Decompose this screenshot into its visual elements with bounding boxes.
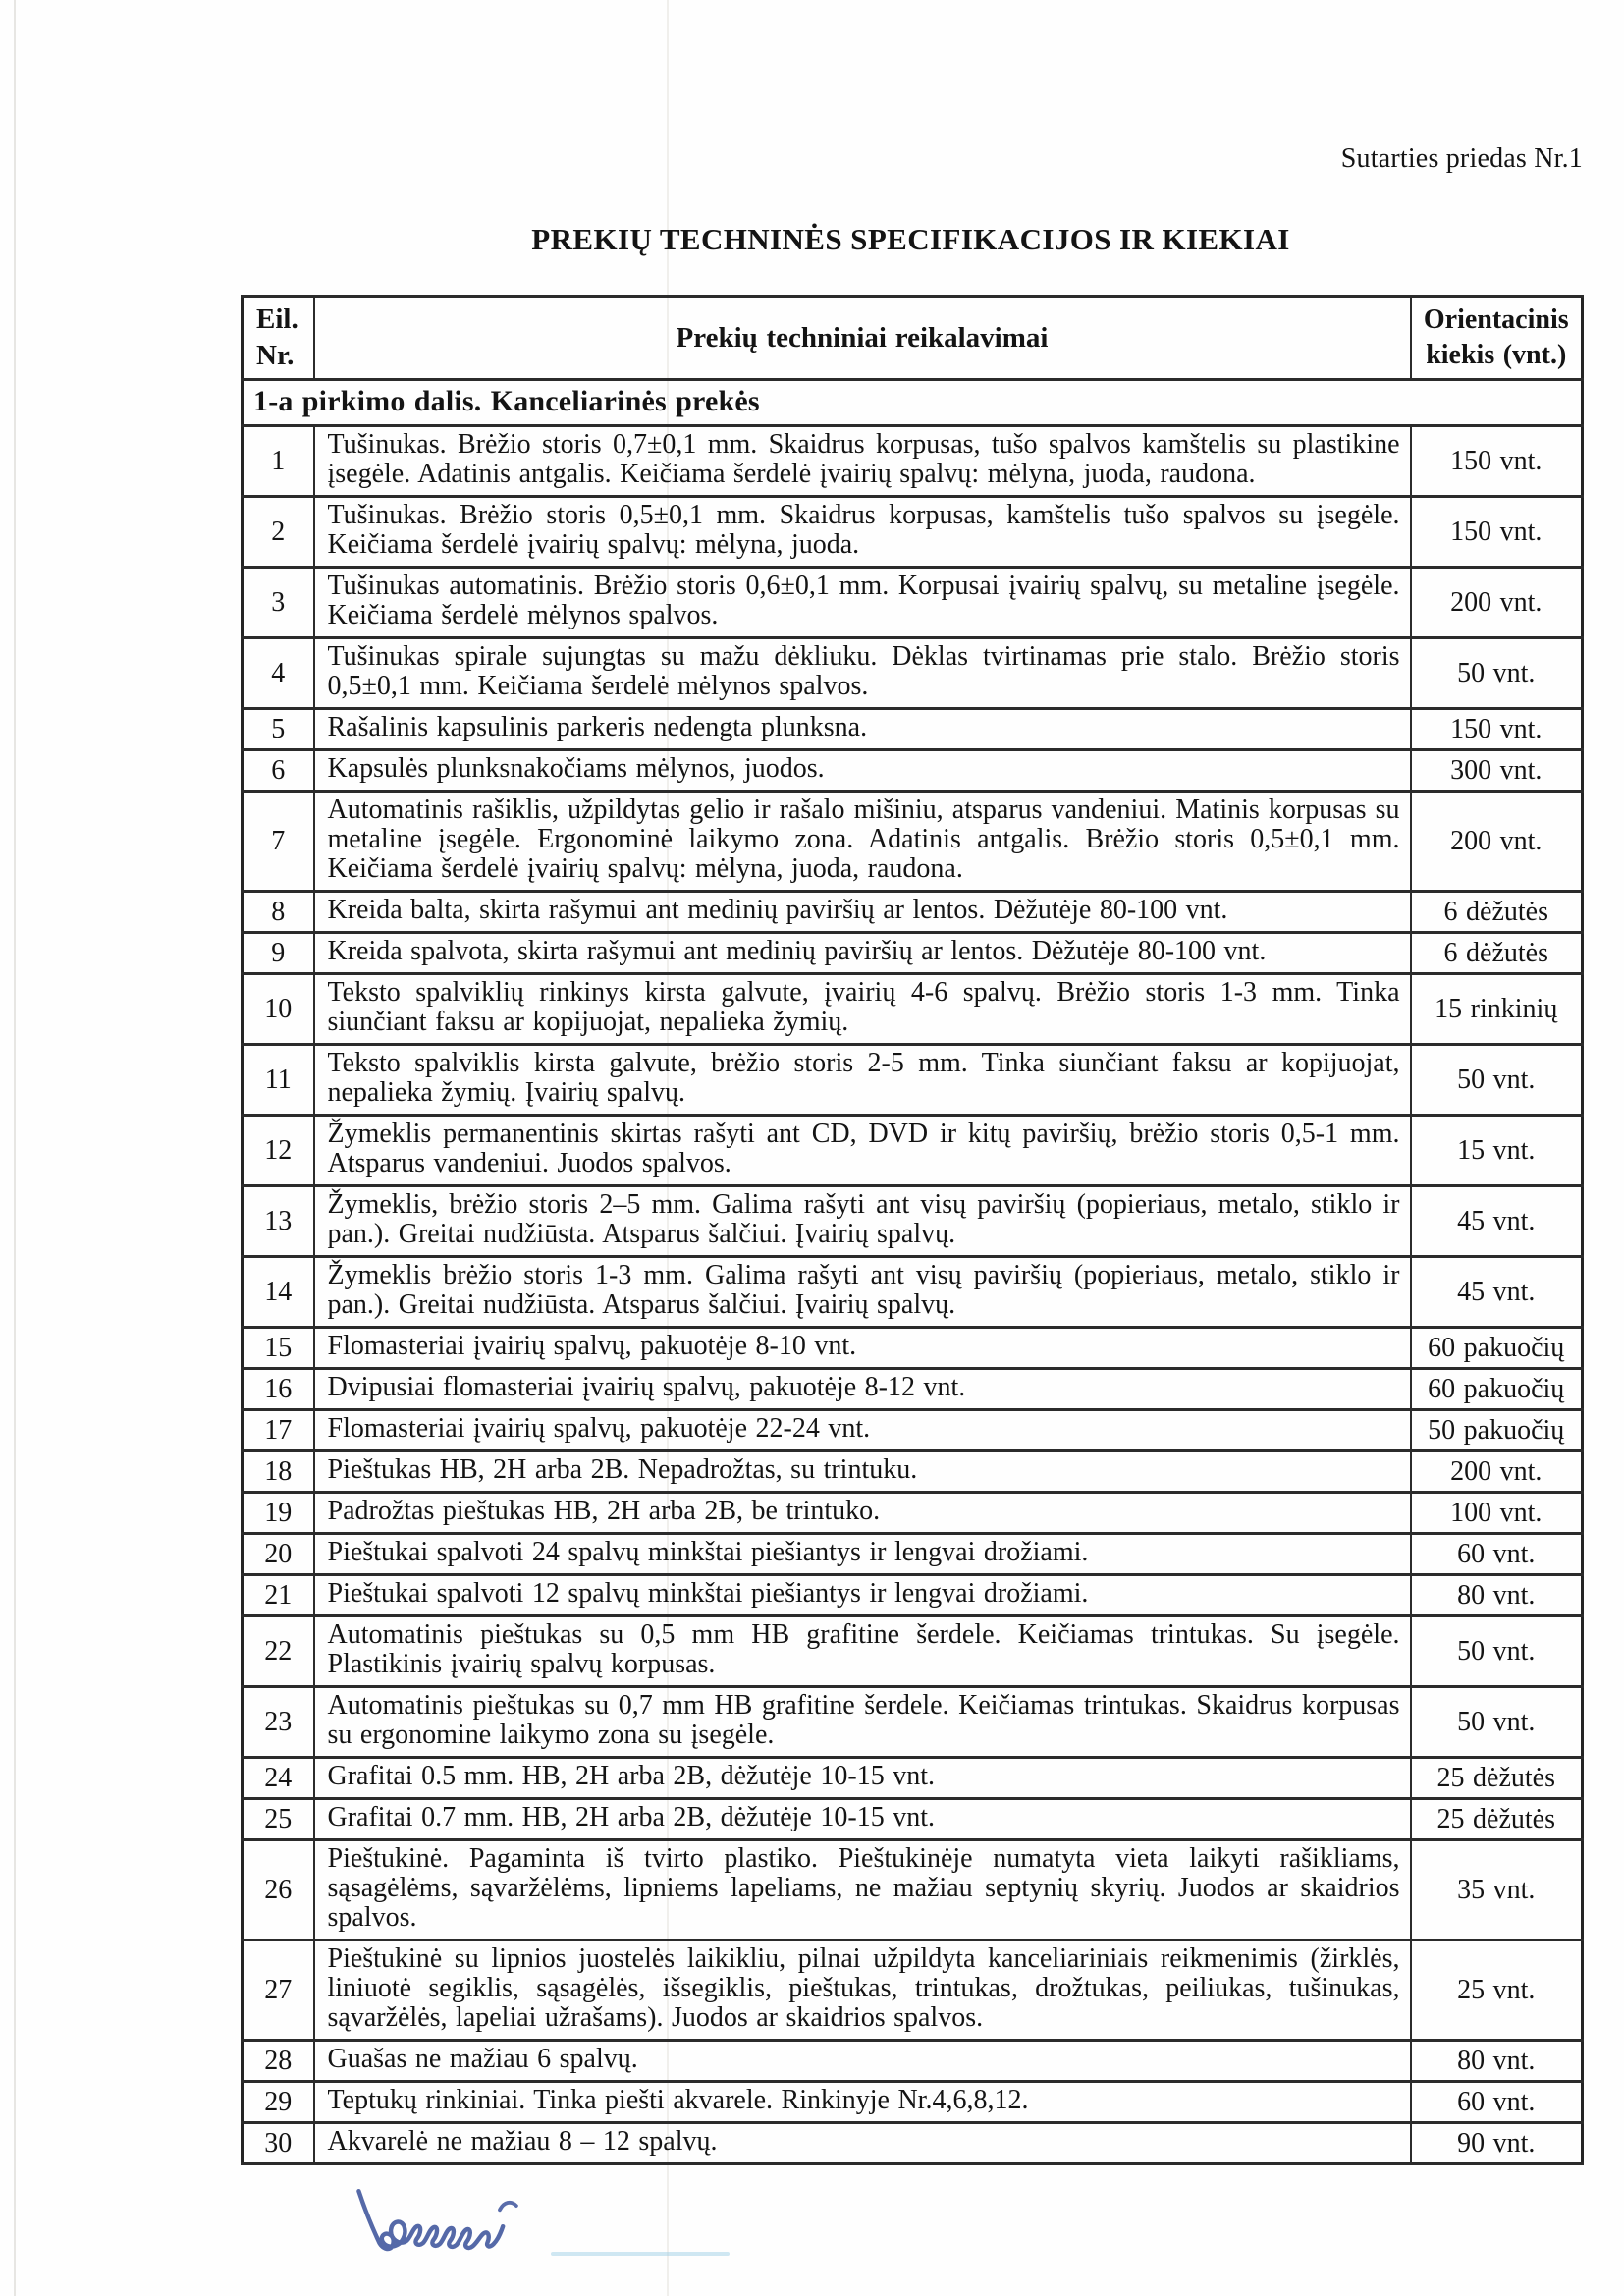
table-row bbox=[243, 1186, 1583, 1257]
row-spec-text: Rašalinis kapsulinis parkeris nedengta plunksna. bbox=[314, 709, 1411, 750]
row-number: 29 bbox=[243, 2082, 314, 2123]
row-spec-text: Tušinukas spirale sujungtas su mažu dėkliuku. Dėklas tvirtinamas prie stalo. Brėžio storis 0,5±0,1 mm. Keičiama šerdelė mėlynos spalvos. bbox=[314, 638, 1411, 709]
row-number: 5 bbox=[243, 709, 314, 750]
row-quantity: 80 vnt. bbox=[1411, 1575, 1583, 1616]
table-row bbox=[243, 933, 1583, 974]
row-number: 23 bbox=[243, 1687, 314, 1758]
table-row bbox=[243, 1493, 1583, 1534]
signature-block bbox=[351, 2179, 1581, 2262]
row-quantity: 25 vnt. bbox=[1411, 1941, 1583, 2041]
row-quantity: 45 vnt. bbox=[1411, 1186, 1583, 1257]
row-spec-text: Kreida balta, skirta rašymui ant medinių paviršių ar lentos. Dėžutėje 80-100 vnt. bbox=[314, 892, 1411, 933]
annex-label: Sutarties priedas Nr.1 bbox=[1340, 143, 1583, 174]
row-spec-text: Kreida spalvota, skirta rašymui ant medinių paviršių ar lentos. Dėžutėje 80-100 vnt. bbox=[314, 933, 1411, 974]
row-spec-text: Teptukų rinkiniai. Tinka piešti akvarele. Rinkinyje Nr.4,6,8,12. bbox=[314, 2082, 1411, 2123]
signature-underline-artifact bbox=[551, 2252, 730, 2256]
row-quantity: 50 vnt. bbox=[1411, 1045, 1583, 1116]
row-number: 30 bbox=[243, 2123, 314, 2164]
table-row bbox=[243, 750, 1583, 792]
row-quantity: 25 dėžutės bbox=[1411, 1799, 1583, 1840]
table-row bbox=[243, 426, 1583, 497]
row-spec-text: Teksto spalviklis kirsta galvute, brėžio storis 2-5 mm. Tinka siunčiant faksu ar kopijuojat, nepalieka žymių. Įvairių spalvų. bbox=[314, 1045, 1411, 1116]
row-quantity: 150 vnt. bbox=[1411, 709, 1583, 750]
table-row bbox=[243, 1687, 1583, 1758]
row-number: 24 bbox=[243, 1758, 314, 1799]
row-spec-text: Flomasteriai įvairių spalvų, pakuotėje 22-24 vnt. bbox=[314, 1410, 1411, 1451]
header-spec: Prekių techniniai reikalavimai bbox=[314, 297, 1411, 380]
row-spec-text: Teksto spalviklių rinkinys kirsta galvute, įvairių 4-6 spalvų. Brėžio storis 1-3 mm. Tinka siunčiant faksu ar kopijuojat, nepalieka žymių. bbox=[314, 974, 1411, 1045]
table-row bbox=[243, 792, 1583, 892]
row-spec-text: Žymeklis brėžio storis 1-3 mm. Galima rašyti ant visų paviršių (popieriaus, metalo, stiklo ir pan.). Greitai nudžiūsta. Atsparus šalčiui. Įvairių spalvų. bbox=[314, 1257, 1411, 1328]
table-row bbox=[243, 892, 1583, 933]
table-row bbox=[243, 1410, 1583, 1451]
table-row bbox=[243, 1045, 1583, 1116]
row-quantity: 300 vnt. bbox=[1411, 750, 1583, 792]
section-title: 1-a pirkimo dalis. Kanceliarinės prekės bbox=[243, 380, 1583, 426]
table-header bbox=[243, 297, 1583, 426]
row-number: 3 bbox=[243, 568, 314, 638]
table-row bbox=[243, 1534, 1583, 1575]
header-nr-line1: Eil. bbox=[256, 303, 298, 335]
row-spec-text: Tušinukas. Brėžio storis 0,7±0,1 mm. Skaidrus korpusas, tušo spalvos kamštelis su plastikine įsegėle. Adatinis antgalis. Keičiama šerdelė įvairių spalvų: mėlyna, juoda, raudona. bbox=[314, 426, 1411, 497]
row-spec-text: Pieštukai spalvoti 12 spalvų minkštai piešiantys ir lengvai drožiami. bbox=[314, 1575, 1411, 1616]
table-row bbox=[243, 2082, 1583, 2123]
row-quantity: 25 dėžutės bbox=[1411, 1758, 1583, 1799]
table-row bbox=[243, 1328, 1583, 1369]
row-quantity: 200 vnt. bbox=[1411, 792, 1583, 892]
table-header-row bbox=[243, 297, 1583, 380]
row-number: 18 bbox=[243, 1451, 314, 1493]
row-number: 6 bbox=[243, 750, 314, 792]
document-title: PREKIŲ TECHNINĖS SPECIFIKACIJOS IR KIEKIAI bbox=[531, 222, 1290, 256]
row-quantity: 35 vnt. bbox=[1411, 1840, 1583, 1941]
table-row bbox=[243, 709, 1583, 750]
row-quantity: 50 pakuočių bbox=[1411, 1410, 1583, 1451]
table-row bbox=[243, 1369, 1583, 1410]
row-number: 20 bbox=[243, 1534, 314, 1575]
row-quantity: 60 vnt. bbox=[1411, 2082, 1583, 2123]
section-row bbox=[243, 380, 1583, 426]
document-content bbox=[241, 295, 1581, 2262]
row-spec-text: Flomasteriai įvairių spalvų, pakuotėje 8-10 vnt. bbox=[314, 1328, 1411, 1369]
row-number: 1 bbox=[243, 426, 314, 497]
row-quantity: 50 vnt. bbox=[1411, 638, 1583, 709]
row-number: 11 bbox=[243, 1045, 314, 1116]
row-number: 25 bbox=[243, 1799, 314, 1840]
row-quantity: 50 vnt. bbox=[1411, 1616, 1583, 1687]
row-quantity: 6 dėžutės bbox=[1411, 933, 1583, 974]
row-spec-text: Automatinis pieštukas su 0,5 mm HB grafitine šerdele. Keičiamas trintukas. Su įsegėle. Plastikinis įvairių spalvų korpusas. bbox=[314, 1616, 1411, 1687]
row-number: 27 bbox=[243, 1941, 314, 2041]
row-spec-text: Automatinis pieštukas su 0,7 mm HB grafitine šerdele. Keičiamas trintukas. Skaidrus korpusas su ergonomine laikymo zona su įsegėle. bbox=[314, 1687, 1411, 1758]
row-number: 21 bbox=[243, 1575, 314, 1616]
row-spec-text: Pieštukinė su lipnios juostelės laikikliu, pilnai užpildyta kanceliariniais reikmenimis (žirklės, liniuotė segiklis, sąsagėlės, išsegiklis, pieštukas, trintukas, drožtukas, peiliukas, tušinukas, sąvaržėlės, lapeliai užrašams). Juodos ar skaidrios spalvos. bbox=[314, 1941, 1411, 2041]
row-quantity: 80 vnt. bbox=[1411, 2041, 1583, 2082]
row-number: 9 bbox=[243, 933, 314, 974]
row-quantity: 150 vnt. bbox=[1411, 426, 1583, 497]
signature-scribble bbox=[351, 2185, 537, 2262]
row-number: 12 bbox=[243, 1116, 314, 1186]
row-spec-text: Tušinukas. Brėžio storis 0,5±0,1 mm. Skaidrus korpusas, kamštelis tušo spalvos su įsegėle. Keičiama šerdelė įvairių spalvų: mėlyna, juoda. bbox=[314, 497, 1411, 568]
spec-table-body bbox=[243, 426, 1583, 2164]
table-row bbox=[243, 1799, 1583, 1840]
row-spec-text: Žymeklis permanentinis skirtas rašyti ant CD, DVD ir kitų paviršių, brėžio storis 0,5-1 mm. Atsparus vandeniui. Juodos spalvos. bbox=[314, 1116, 1411, 1186]
row-quantity: 45 vnt. bbox=[1411, 1257, 1583, 1328]
row-number: 10 bbox=[243, 974, 314, 1045]
header-qty-line1: Orientacinis bbox=[1423, 304, 1569, 335]
row-number: 15 bbox=[243, 1328, 314, 1369]
row-spec-text: Guašas ne mažiau 6 spalvų. bbox=[314, 2041, 1411, 2082]
row-quantity: 15 vnt. bbox=[1411, 1116, 1583, 1186]
table-row bbox=[243, 1116, 1583, 1186]
row-number: 4 bbox=[243, 638, 314, 709]
specifications-table bbox=[241, 295, 1584, 2165]
table-row bbox=[243, 1257, 1583, 1328]
table-row bbox=[243, 1616, 1583, 1687]
table-row bbox=[243, 2123, 1583, 2164]
row-quantity: 60 vnt. bbox=[1411, 1534, 1583, 1575]
row-spec-text: Grafitai 0.5 mm. HB, 2H arba 2B, dėžutėje 10-15 vnt. bbox=[314, 1758, 1411, 1799]
table-row bbox=[243, 497, 1583, 568]
header-nr-line2: Nr. bbox=[256, 340, 295, 371]
row-number: 26 bbox=[243, 1840, 314, 1941]
table-row bbox=[243, 1941, 1583, 2041]
table-row bbox=[243, 2041, 1583, 2082]
table-row bbox=[243, 1758, 1583, 1799]
row-spec-text: Dvipusiai flomasteriai įvairių spalvų, pakuotėje 8-12 vnt. bbox=[314, 1369, 1411, 1410]
row-quantity: 100 vnt. bbox=[1411, 1493, 1583, 1534]
row-number: 13 bbox=[243, 1186, 314, 1257]
row-spec-text: Pieštukas HB, 2H arba 2B. Nepadrožtas, su trintuku. bbox=[314, 1451, 1411, 1493]
header-qty-line2: kiekis (vnt.) bbox=[1426, 340, 1567, 370]
row-spec-text: Automatinis rašiklis, užpildytas gelio ir rašalo mišiniu, atsparus vandeniui. Matinis korpusas su metaline įsegėle. Ergonominė laikymo zona. Adatinis antgalis. Brėžio storis 0,5±0,1 mm. Keičiama šerdelė įvairių spalvų: mėlyna, juoda, raudona. bbox=[314, 792, 1411, 892]
row-spec-text: Grafitai 0.7 mm. HB, 2H arba 2B, dėžutėje 10-15 vnt. bbox=[314, 1799, 1411, 1840]
table-row bbox=[243, 1840, 1583, 1941]
header-quantity bbox=[1411, 297, 1583, 380]
table-row bbox=[243, 1451, 1583, 1493]
row-quantity: 200 vnt. bbox=[1411, 568, 1583, 638]
row-quantity: 15 rinkinių bbox=[1411, 974, 1583, 1045]
row-spec-text: Akvarelė ne mažiau 8 – 12 spalvų. bbox=[314, 2123, 1411, 2164]
row-quantity: 60 pakuočių bbox=[1411, 1328, 1583, 1369]
row-spec-text: Padrožtas pieštukas HB, 2H arba 2B, be trintuko. bbox=[314, 1493, 1411, 1534]
row-number: 16 bbox=[243, 1369, 314, 1410]
header-row-number bbox=[243, 297, 314, 380]
table-row bbox=[243, 638, 1583, 709]
row-spec-text: Pieštukai spalvoti 24 spalvų minkštai piešiantys ir lengvai drožiami. bbox=[314, 1534, 1411, 1575]
row-number: 2 bbox=[243, 497, 314, 568]
table-row bbox=[243, 974, 1583, 1045]
row-quantity: 60 pakuočių bbox=[1411, 1369, 1583, 1410]
row-number: 17 bbox=[243, 1410, 314, 1451]
row-spec-text: Kapsulės plunksnakočiams mėlynos, juodos. bbox=[314, 750, 1411, 792]
row-number: 7 bbox=[243, 792, 314, 892]
row-spec-text: Tušinukas automatinis. Brėžio storis 0,6±0,1 mm. Korpusai įvairių spalvų, su metaline įsegėle. Keičiama šerdelė mėlynos spalvos. bbox=[314, 568, 1411, 638]
row-number: 19 bbox=[243, 1493, 314, 1534]
row-number: 28 bbox=[243, 2041, 314, 2082]
row-number: 14 bbox=[243, 1257, 314, 1328]
row-quantity: 50 vnt. bbox=[1411, 1687, 1583, 1758]
table-row bbox=[243, 1575, 1583, 1616]
row-number: 8 bbox=[243, 892, 314, 933]
row-spec-text: Žymeklis, brėžio storis 2–5 mm. Galima rašyti ant visų paviršių (popieriaus, metalo, stiklo ir pan.). Greitai nudžiūsta. Atsparus šalčiui. Įvairių spalvų. bbox=[314, 1186, 1411, 1257]
row-quantity: 150 vnt. bbox=[1411, 497, 1583, 568]
row-quantity: 200 vnt. bbox=[1411, 1451, 1583, 1493]
table-row bbox=[243, 568, 1583, 638]
row-quantity: 90 vnt. bbox=[1411, 2123, 1583, 2164]
row-number: 22 bbox=[243, 1616, 314, 1687]
row-quantity: 6 dėžutės bbox=[1411, 892, 1583, 933]
row-spec-text: Pieštukinė. Pagaminta iš tvirto plastiko. Pieštukinėje numatyta vieta laikyti rašikliams, sąsagėlėms, sąvaržėlėms, lipniems lapeliams, ne mažiau septynių skyrių. Juodos ar skaidrios spalvos. bbox=[314, 1840, 1411, 1941]
scan-edge-artifact bbox=[14, 0, 16, 2296]
